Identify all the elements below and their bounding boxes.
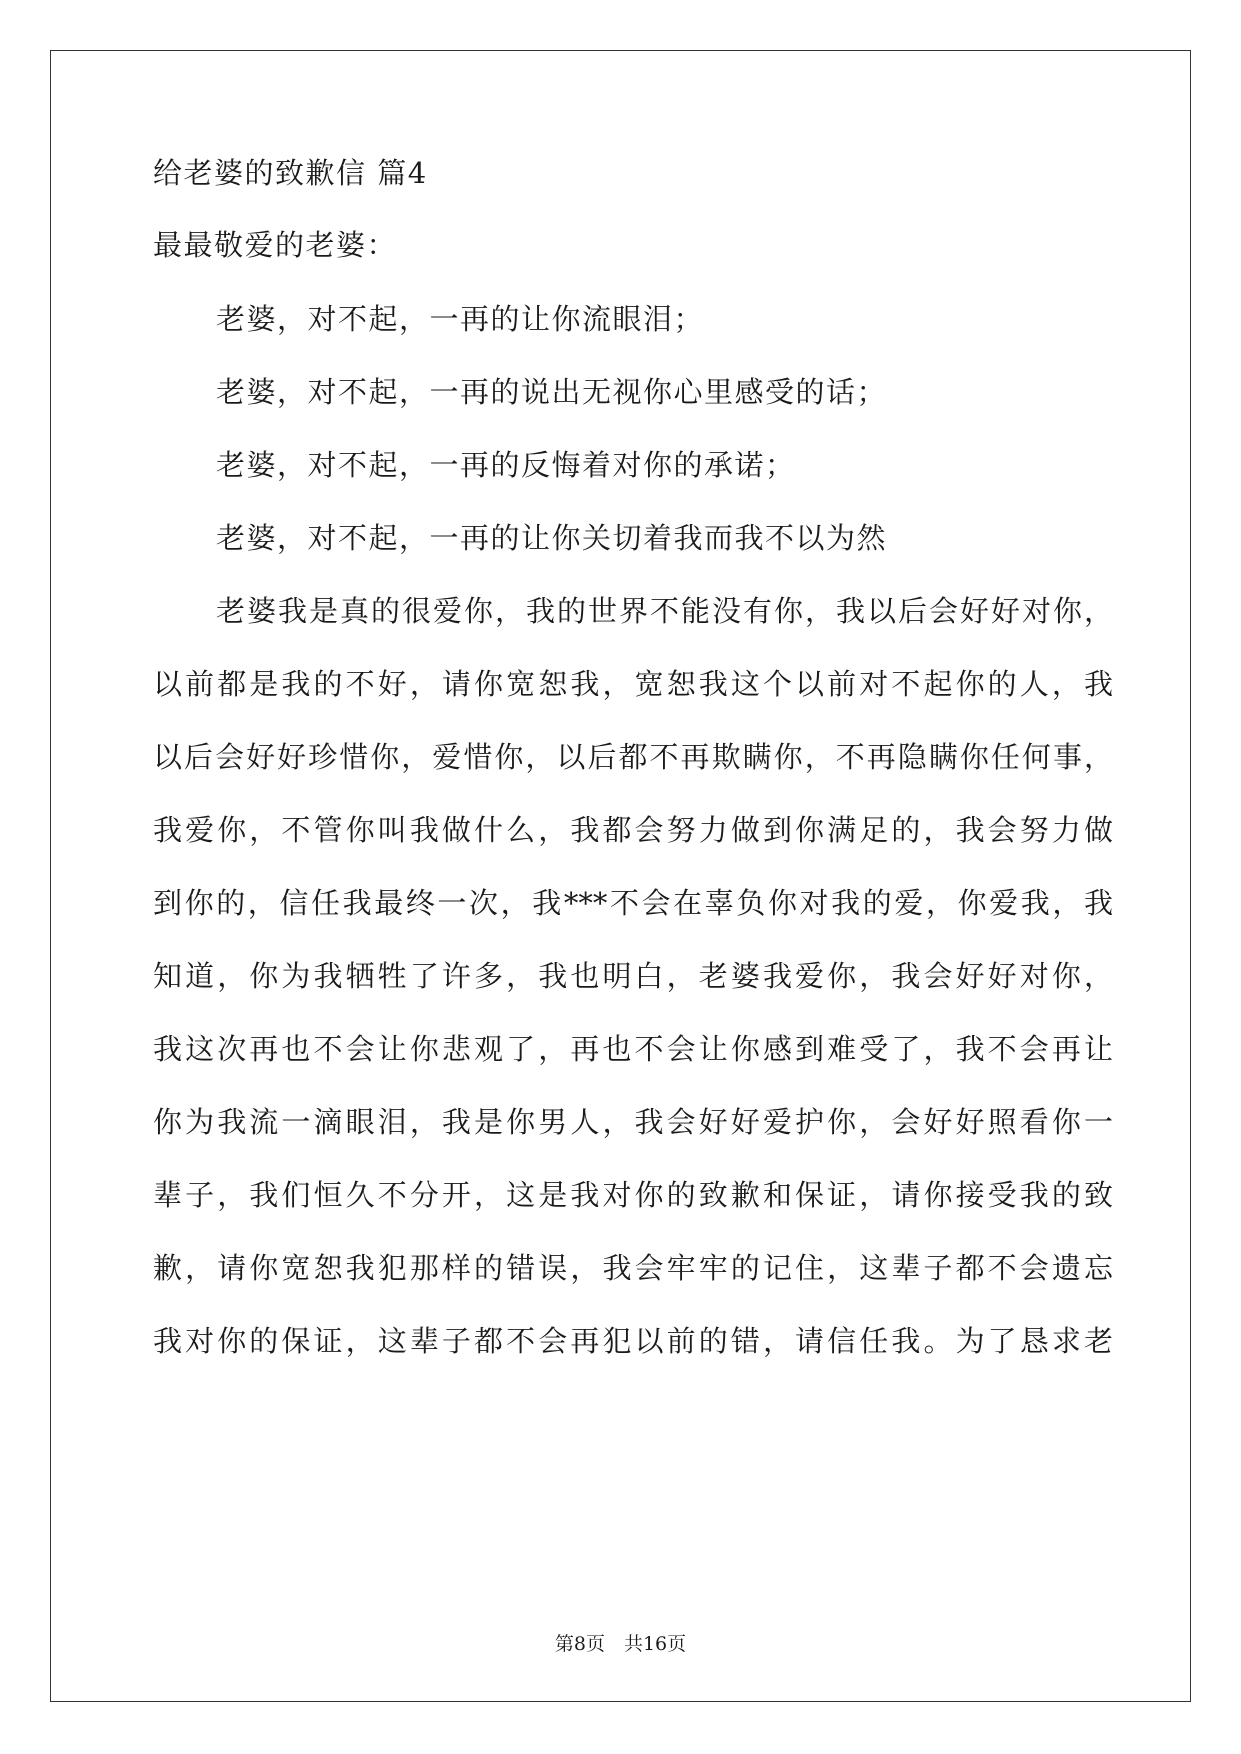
body-line: 我对你的保证，这辈子都不会再犯以前的错，请信任我。为了恳求老 <box>153 1324 1113 1358</box>
body-line: 以后会好好珍惜你，爱惜你，以后都不再欺瞒你，不再隐瞒你任何事， <box>153 740 1113 774</box>
body-line: 老婆我是真的很爱你，我的世界不能没有你，我以后会好好对你， <box>216 594 1113 628</box>
body-line: 到你的，信任我最终一次，我***不会在辜负你对我的爱，你爱我，我 <box>153 886 1113 920</box>
page-border <box>50 50 1191 1702</box>
body-line: 知道，你为我牺牲了许多，我也明白，老婆我爱你，我会好好对你， <box>153 959 1113 993</box>
body-line: 我爱你，不管你叫我做什么，我都会努力做到你满足的，我会努力做 <box>153 813 1113 847</box>
body-line: 我这次再也不会让你悲观了，再也不会让你感到难受了，我不会再让 <box>153 1032 1113 1066</box>
body-line: 以前都是我的不好，请你宽恕我，宽恕我这个以前对不起你的人，我 <box>153 667 1113 701</box>
body-line: 你为我流一滴眼泪，我是你男人，我会好好爱护你，会好好照看你一 <box>153 1105 1113 1139</box>
letter-title: 给老婆的致歉信 篇4 <box>153 156 428 190</box>
page-number: 第8页 共16页 <box>554 1633 687 1655</box>
apology-line: 老婆，对不起，一再的让你流眼泪； <box>216 302 705 336</box>
apology-line: 老婆，对不起，一再的让你关切着我而我不以为然 <box>216 521 888 555</box>
body-line: 辈子，我们恒久不分开，这是我对你的致歉和保证，请你接受我的致 <box>153 1178 1113 1212</box>
apology-line: 老婆，对不起，一再的反悔着对你的承诺； <box>216 448 796 482</box>
body-line: 歉，请你宽恕我犯那样的错误，我会牢牢的记住，这辈子都不会遗忘 <box>153 1251 1113 1285</box>
apology-line: 老婆，对不起，一再的说出无视你心里感受的话； <box>216 375 888 409</box>
salutation: 最最敬爱的老婆： <box>153 228 398 262</box>
